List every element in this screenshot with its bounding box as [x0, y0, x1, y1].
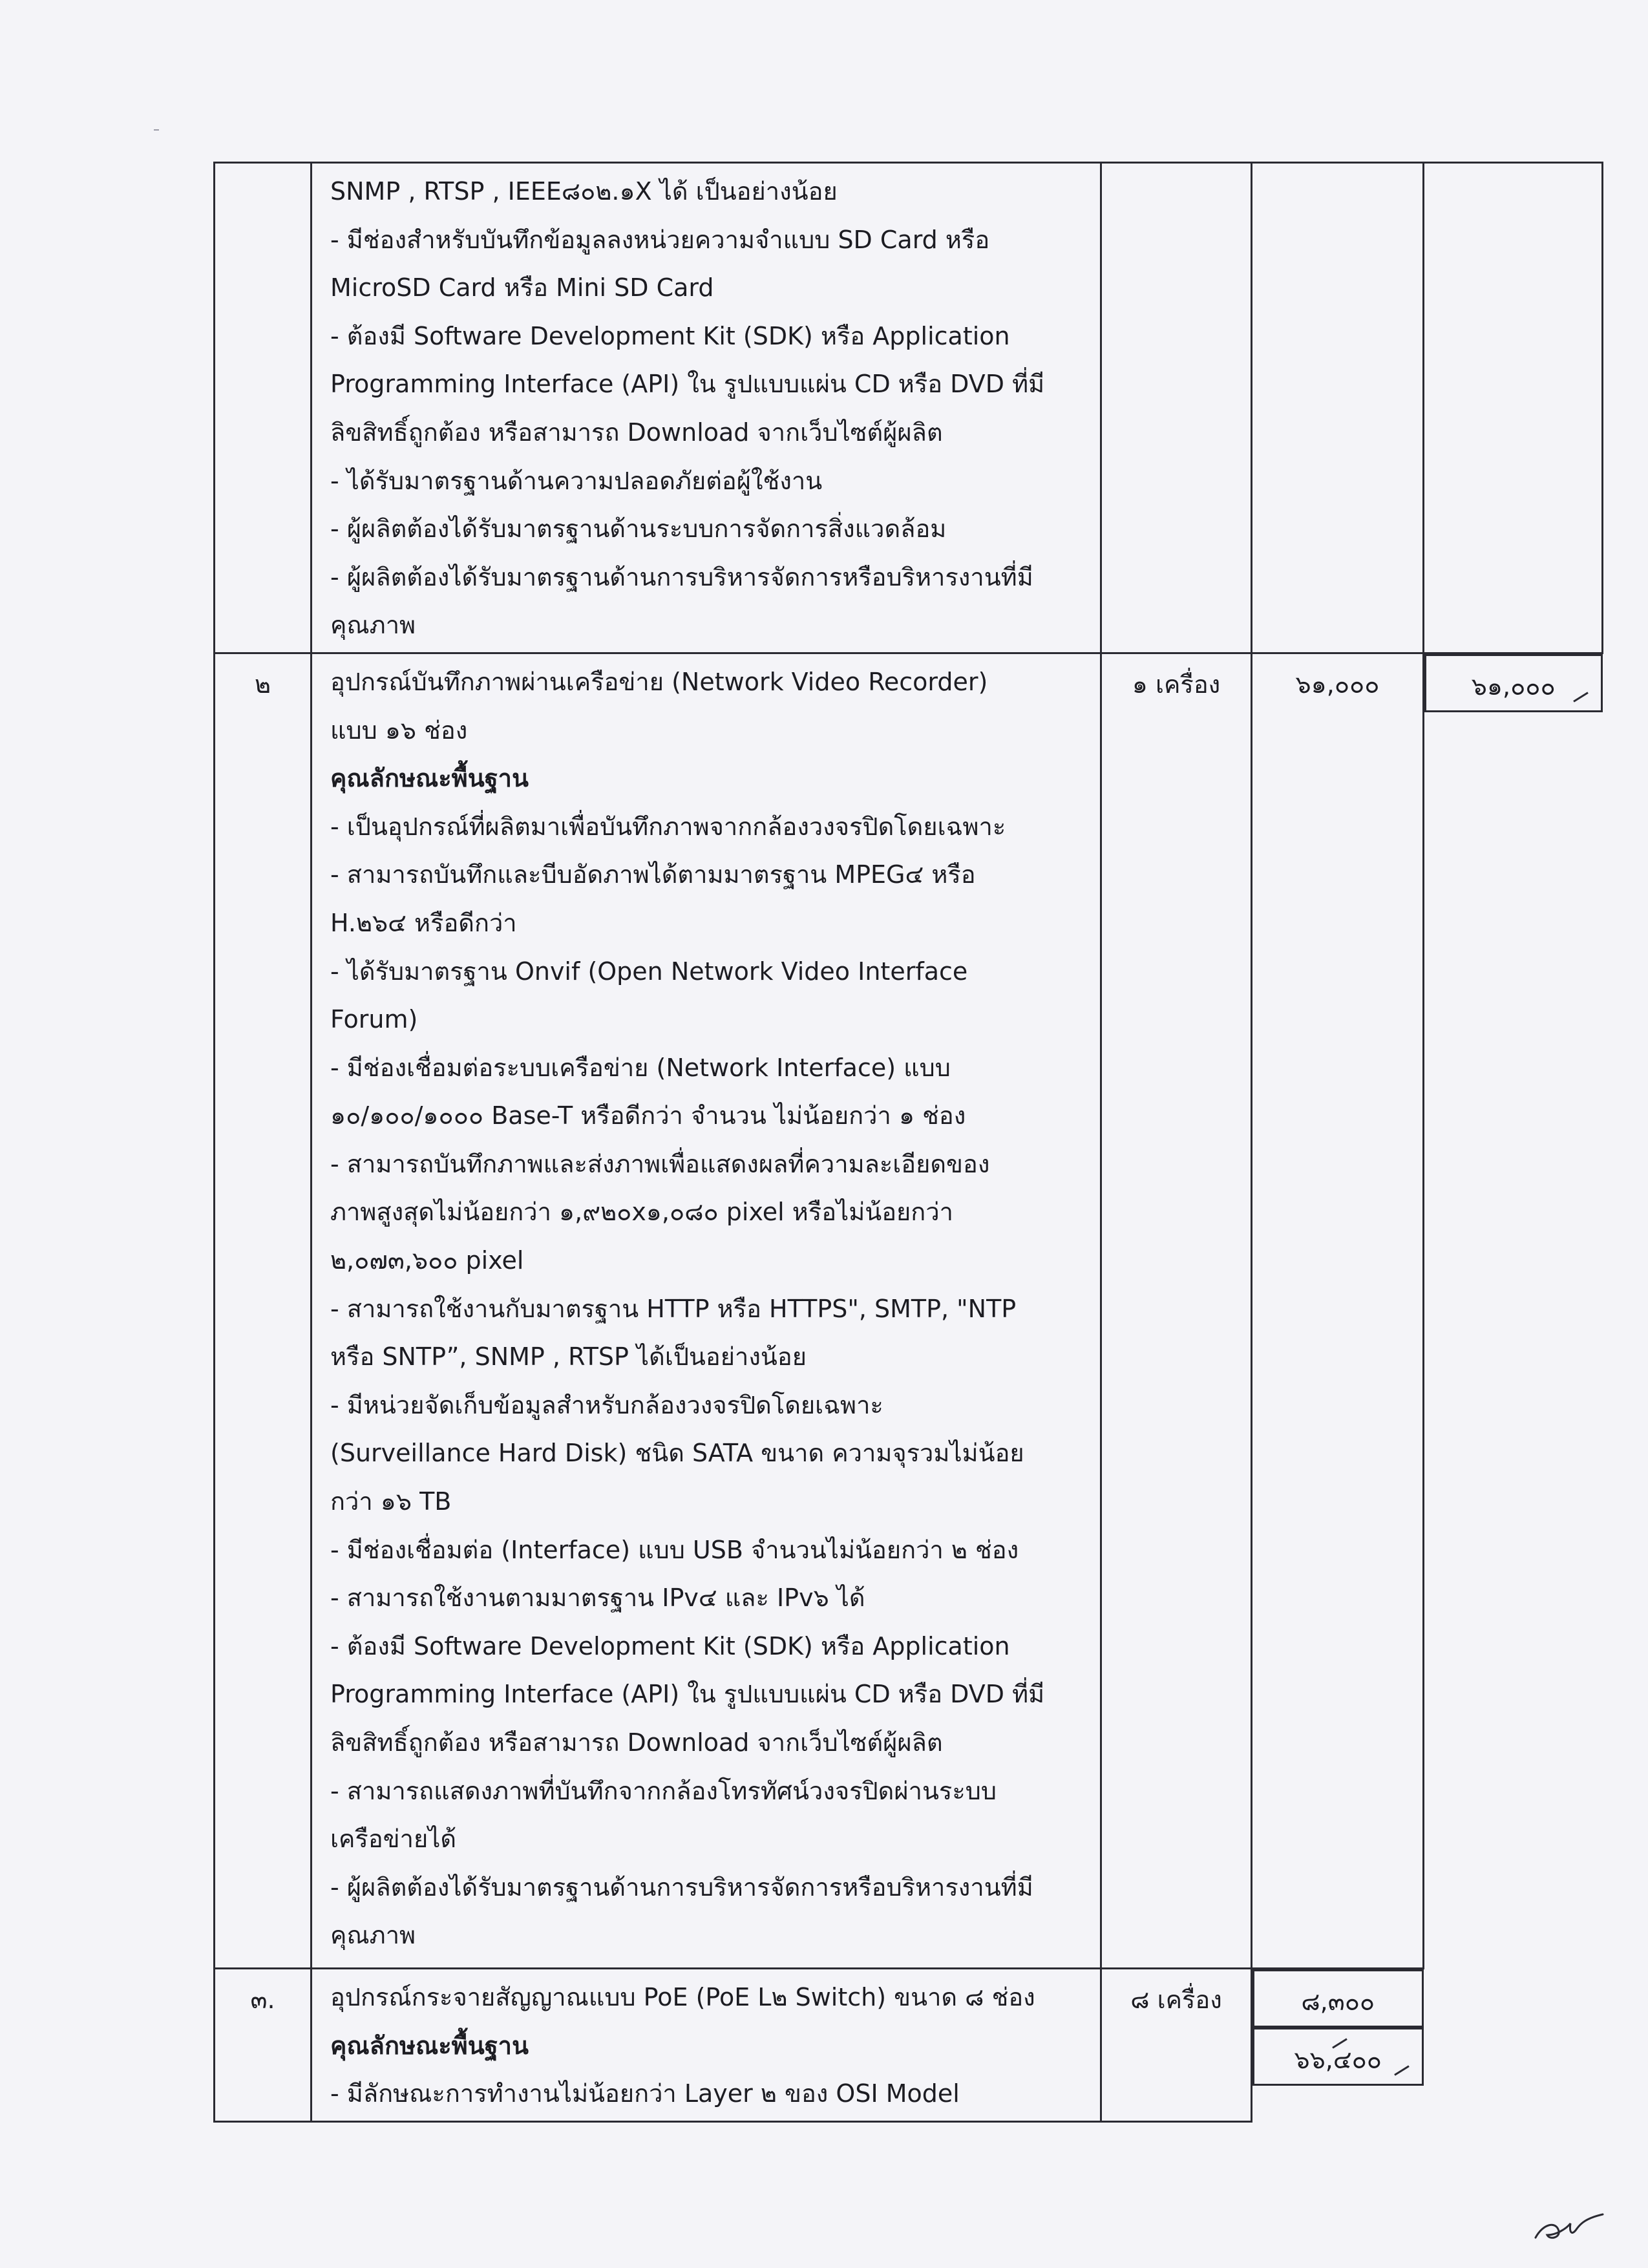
description-line: - ต้องมี Software Development Kit (SDK) หรือ Application [330, 1631, 1010, 1660]
item-unit-price: ๘,๓๐๐ [1252, 1969, 1424, 2028]
item-unit-price [1252, 163, 1424, 653]
item-total [1424, 163, 1603, 653]
item-unit-price: ๖๑,๐๐๐ [1252, 653, 1424, 1968]
description-line: - มีช่องเชื่อมต่อระบบเครือข่าย (Network Interface) แบบ [330, 1053, 951, 1082]
description-line: - ได้รับมาตรฐานด้านความปลอดภัยต่อผู้ใช้งาน [330, 466, 823, 495]
item-number [215, 163, 312, 653]
table-row [215, 1968, 1603, 2121]
description-line: - ต้องมี Software Development Kit (SDK) หรือ Application [330, 321, 1010, 350]
description-line: Programming Interface (API) ใน รูปแบบแผ่น CD หรือ DVD ที่มี [330, 1680, 1045, 1709]
description-line: - สามารถใช้งานตามมาตรฐาน IPv๔ และ IPv๖ ได้ [330, 1584, 865, 1613]
description-line: - มีหน่วยจัดเก็บข้อมูลสำหรับกล้องวงจรปิดโดยเฉพาะ [330, 1390, 883, 1419]
description-line: - ผู้ผลิตต้องได้รับมาตรฐานด้านระบบการจัดการสิ่งแวดล้อม [330, 514, 947, 544]
table-row [215, 653, 1603, 1968]
description-line: ๒,๐๗๓,๖๐๐ pixel [330, 1246, 524, 1275]
description-line: (Surveillance Hard Disk) ชนิด SATA ขนาด ความจุรวมไม่น้อย [330, 1439, 1024, 1468]
item-quantity: ๑ เครื่อง [1101, 653, 1252, 1968]
description-line: ภาพสูงสุดไม่น้อยกว่า ๑,๙๒๐x๑,๐๘๐ pixel หรือไม่น้อยกว่า [330, 1198, 953, 1227]
description-line: SNMP , RTSP , IEEE๘๐๒.๑X ได้ เป็นอย่างน้อย [330, 177, 838, 206]
description-line: อุปกรณ์กระจายสัญญาณแบบ PoE (PoE L๒ Switch) ขนาด ๘ ช่อง [330, 1982, 1035, 2011]
item-total: ๖๑,๐๐๐ [1424, 654, 1603, 712]
specification-table [213, 162, 1603, 2123]
item-description [312, 163, 1101, 653]
description-line: คุณภาพ [330, 1921, 416, 1950]
table-row [215, 163, 1603, 653]
signature-mark [1530, 2209, 1608, 2248]
description-line: อุปกรณ์บันทึกภาพผ่านเครือข่าย (Network Video Recorder) [330, 667, 988, 696]
description-line: - เป็นอุปกรณ์ที่ผลิตมาเพื่อบันทึกภาพจากกล้องวงจรปิดโดยเฉพาะ [330, 812, 1006, 841]
description-line: - สามารถแสดงภาพที่บันทึกจากกล้องโทรทัศน์วงจรปิดผ่านระบบ [330, 1776, 997, 1805]
item-description [312, 653, 1101, 1968]
scan-mark [154, 129, 159, 131]
description-line: - มีช่องสำหรับบันทึกข้อมูลลงหน่วยความจำแบบ SD Card หรือ [330, 225, 990, 254]
section-heading: คุณลักษณะพื้นฐาน [330, 2031, 529, 2060]
item-quantity [1101, 163, 1252, 653]
item-description [312, 1968, 1101, 2121]
description-line: ลิขสิทธิ์ถูกต้อง หรือสามารถ Download จากเว็บไซต์ผู้ผลิต [330, 418, 943, 447]
description-line: คุณภาพ [330, 611, 416, 640]
description-line: เครือข่ายได้ [330, 1825, 457, 1854]
description-line: - ผู้ผลิตต้องได้รับมาตรฐานด้านการบริหารจัดการหรือบริหารงานที่มี [330, 562, 1033, 591]
description-line: กว่า ๑๖ TB [330, 1487, 452, 1516]
description-line: Forum) [330, 1005, 418, 1034]
section-heading: คุณลักษณะพื้นฐาน [330, 764, 529, 793]
item-number: ๓. [215, 1968, 312, 2121]
item-total: ๖๖,๔๐๐ [1252, 2028, 1424, 2086]
description-line: H.๒๖๔ หรือดีกว่า [330, 908, 517, 937]
description-line: MicroSD Card หรือ Mini SD Card [330, 273, 714, 302]
description-line: Programming Interface (API) ใน รูปแบบแผ่น CD หรือ DVD ที่มี [330, 370, 1045, 399]
description-line: - สามารถบันทึกและบีบอัดภาพได้ตามมาตรฐาน MPEG๔ หรือ [330, 860, 976, 889]
description-line: - สามารถใช้งานกับมาตรฐาน HTTP หรือ HTTPS", SMTP, "NTP [330, 1294, 1017, 1323]
description-line: หรือ SNTP”, SNMP , RTSP ได้เป็นอย่างน้อย [330, 1342, 807, 1372]
description-line: - สามารถบันทึกภาพและส่งภาพเพื่อแสดงผลที่ความละเอียดของ [330, 1149, 990, 1178]
description-line: ลิขสิทธิ์ถูกต้อง หรือสามารถ Download จากเว็บไซต์ผู้ผลิต [330, 1728, 943, 1757]
description-line: - มีลักษณะการทำงานไม่น้อยกว่า Layer ๒ ของ OSI Model [330, 2079, 960, 2108]
description-line: ๑๐/๑๐๐/๑๐๐๐ Base-T หรือดีกว่า จำนวน ไม่น้อยกว่า ๑ ช่อง [330, 1101, 966, 1130]
item-quantity: ๘ เครื่อง [1101, 1968, 1252, 2121]
description-line: - ได้รับมาตรฐาน Onvif (Open Network Video Interface [330, 957, 968, 986]
item-number: ๒ [215, 653, 312, 1968]
description-line: - ผู้ผลิตต้องได้รับมาตรฐานด้านการบริหารจัดการหรือบริหารงานที่มี [330, 1872, 1033, 1902]
description-line: แบบ ๑๖ ช่อง [330, 715, 468, 745]
description-line: - มีช่องเชื่อมต่อ (Interface) แบบ USB จำนวนไม่น้อยกว่า ๒ ช่อง [330, 1535, 1019, 1564]
